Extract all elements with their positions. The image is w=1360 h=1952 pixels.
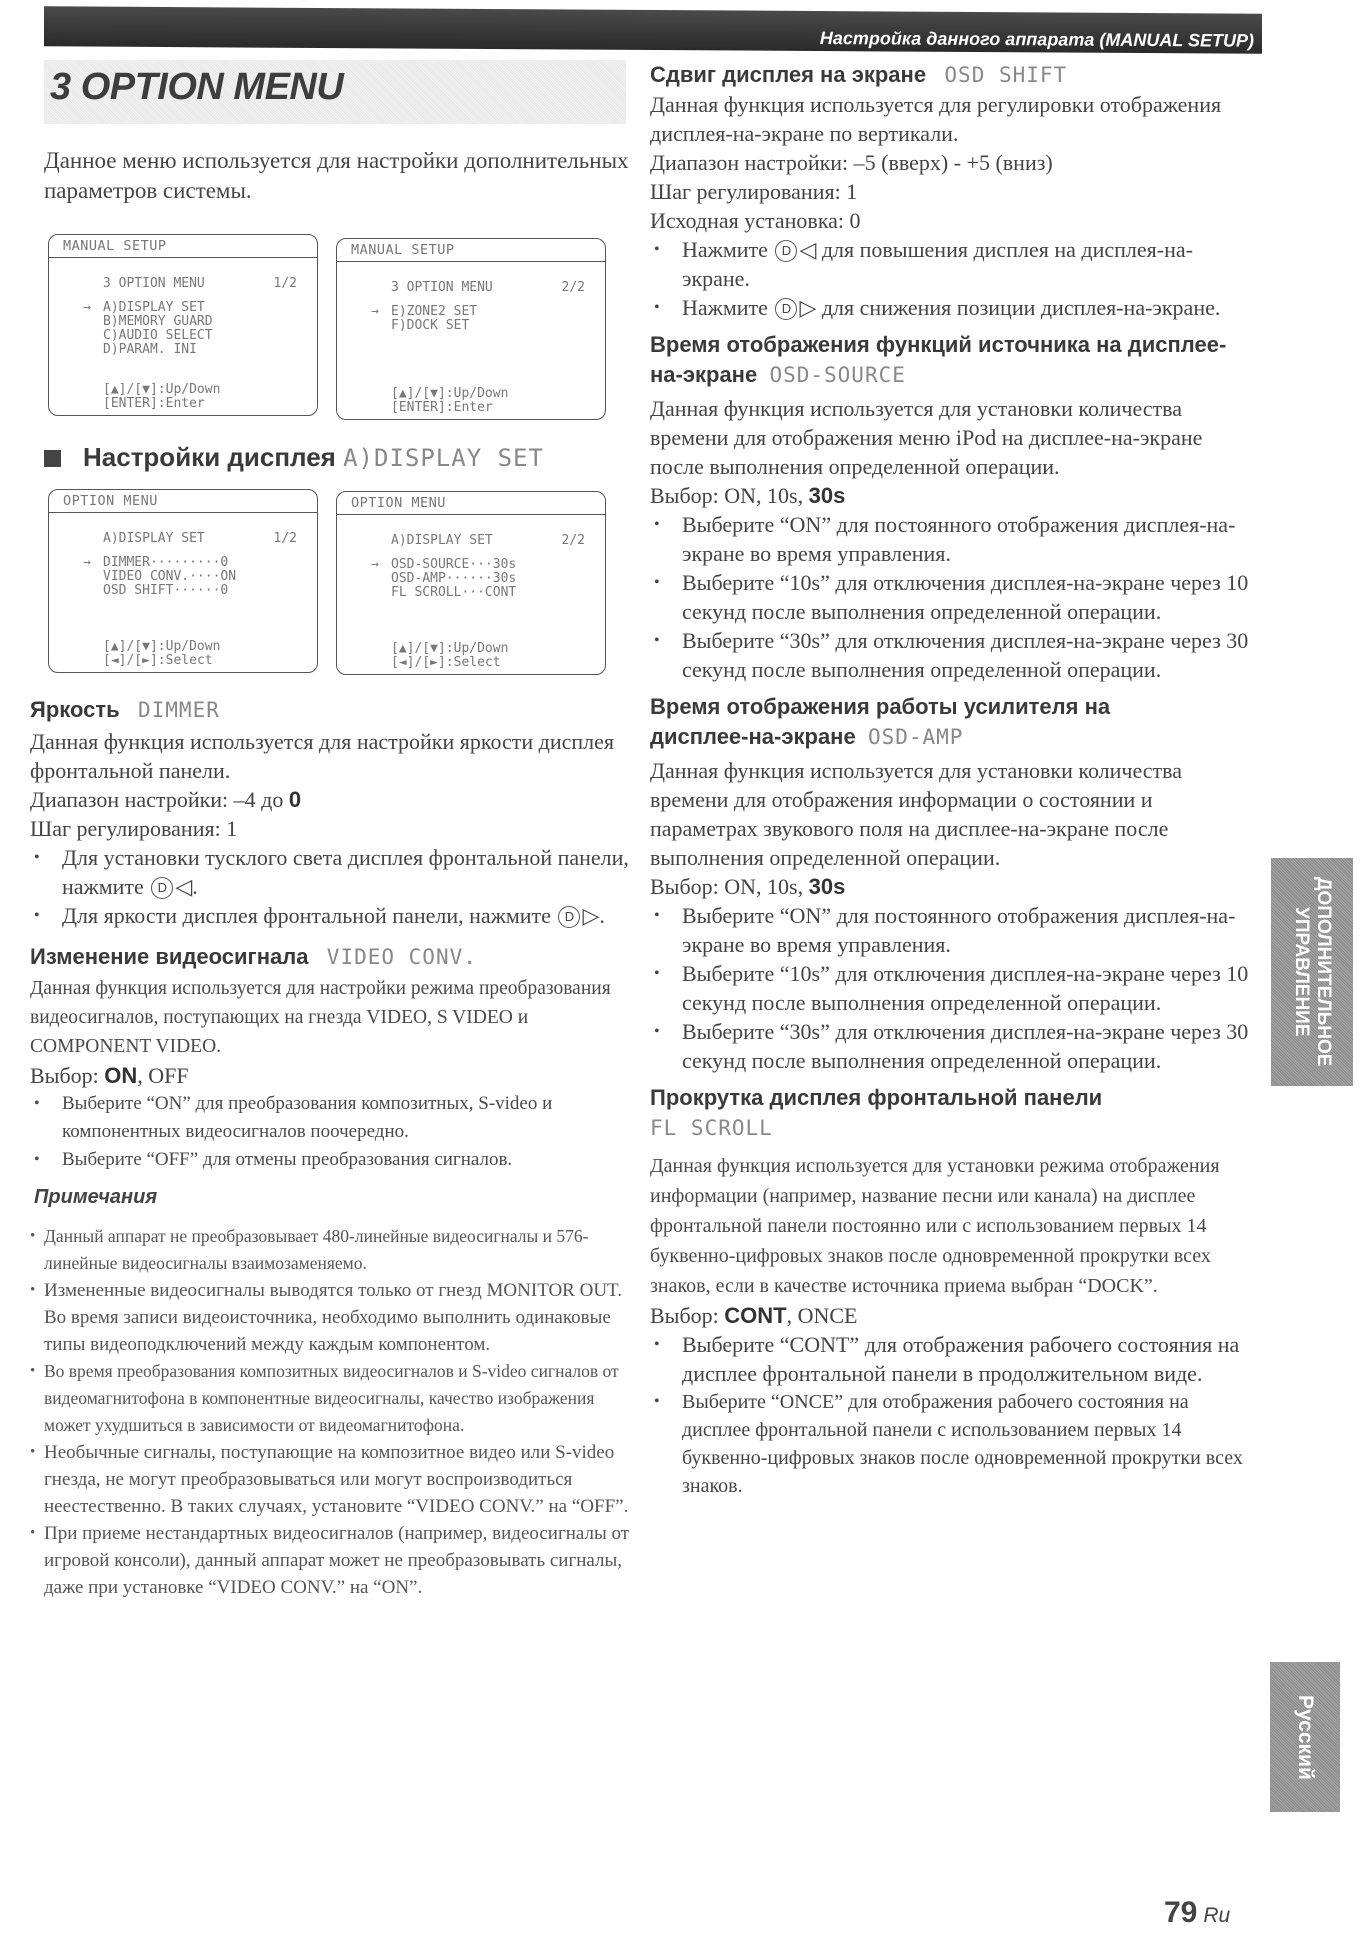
- choice-label: Выбор:: [30, 1063, 99, 1088]
- cursor-arrow-icon: →: [83, 555, 91, 570]
- osd-footer: [391, 387, 508, 415]
- page-number: [1164, 1896, 1230, 1930]
- dimmer-lcd: DIMMER: [138, 698, 220, 722]
- choice-rest: , OFF: [137, 1063, 189, 1088]
- right-triangle-icon: ▷: [799, 295, 817, 320]
- osd-screen: [48, 489, 318, 673]
- note-item: • Во время преобразования композитных видеосигналов и S-video сигналов от видеомагнитофона в компонентные видеосигналы, качество изображения может ухудшиться в зависимости от видеомагнитофона.: [30, 1358, 630, 1439]
- osd-footer: [391, 642, 508, 670]
- list-item: • Выберите “CONT” для отображения рабочего состояния на дисплее фронтальной панели в продолжительном виде.: [650, 1330, 1250, 1388]
- osd-amp-choice: [650, 872, 1250, 901]
- osd-amp-heading-text: Время отображения работы усилителя на дисплее-на-экране: [650, 694, 1111, 749]
- osd-list: [83, 556, 317, 598]
- fl-scroll-section: [650, 1083, 1250, 1500]
- bullet-pre: Нажмите: [682, 237, 768, 262]
- bullet-text: Для установки тусклого света дисплея фронтальной панели, нажмите: [62, 845, 629, 899]
- video-conv-heading: [30, 944, 630, 970]
- list-item: • Выберите “30s” для отключения дисплея-на-экране через 30 секунд после выполнения определенной операции.: [650, 1017, 1250, 1075]
- osd-item-label: A)DISPLAY SET: [103, 300, 205, 315]
- osd-item-label: B)MEMORY GUARD: [103, 314, 213, 329]
- osd-source-section: [650, 330, 1250, 684]
- square-bullet-icon: [44, 450, 61, 467]
- list-item: • Выберите “10s” для отключения дисплея-на-экране через 10 секунд после выполнения определенной операции.: [650, 568, 1250, 626]
- osd-footer-line: [ENTER]:Enter: [103, 396, 205, 411]
- video-conv-section: [30, 944, 630, 1174]
- osd-sub-label: 3 OPTION MENU: [103, 276, 205, 291]
- page-lang: Ru: [1203, 1904, 1231, 1927]
- osd-amp-lcd: OSD-AMP: [867, 725, 964, 749]
- osd-item: [371, 558, 605, 572]
- osd-page: 1/2: [273, 531, 297, 546]
- display-set-lcd: A)DISPLAY SET: [343, 444, 544, 472]
- video-conv-desc: Данная функция используется для настройки режима преобразования видеосигналов, поступающих на гнезда VIDEO, S VIDEO и COMPONENT VIDEO.: [30, 978, 611, 1057]
- choice-label: Выбор:: [650, 1303, 719, 1328]
- osd-footer-line: [▲]/[▼]:Up/Down: [391, 641, 509, 656]
- dimmer-heading-text: Яркость: [30, 697, 120, 722]
- osd-footer-line: [▲]/[▼]:Up/Down: [391, 386, 509, 401]
- notes-title: Примечания: [34, 1186, 158, 1208]
- osd-source-bullets: [650, 510, 1250, 684]
- osd-head: OPTION MENU: [337, 492, 605, 515]
- osd-subtitle: [103, 531, 317, 546]
- osd-item-label: OSD-AMP······30s: [391, 571, 517, 586]
- intro-text: Данное меню используется для настройки дополнительных параметров системы.: [44, 148, 629, 203]
- osd-screen: [336, 491, 606, 675]
- cursor-arrow-icon: →: [371, 557, 379, 572]
- osd-item-label: F)DOCK SET: [391, 318, 470, 333]
- list-item: • Выберите “ON” для постоянного отображения дисплея-на-экране во время управления.: [650, 510, 1250, 568]
- osd-shift-desc: Данная функция используется для регулировки отображения дисплея-на-экране по вертикали.: [650, 92, 1222, 146]
- osd-item-label: VIDEO CONV.····ON: [103, 569, 237, 584]
- fl-scroll-choice: [650, 1301, 1250, 1330]
- osd-list: [83, 301, 317, 357]
- osd-screen: [336, 238, 606, 420]
- osd-footer-line: [◄]/[►]:Select: [103, 653, 213, 668]
- list-item: • Выберите “ON” для постоянного отображения дисплея-на-экране во время управления.: [650, 901, 1250, 959]
- osd-page: 1/2: [273, 276, 297, 291]
- osd-shift-bullets: [650, 235, 1250, 322]
- osd-footer: [103, 640, 220, 668]
- osd-item-label: C)AUDIO SELECT: [103, 328, 213, 343]
- header-bar: [44, 6, 1262, 53]
- osd-head: MANUAL SETUP: [49, 235, 317, 258]
- note-item: • При приеме нестандартных видеосигналов (например, видеосигналы от игровой консоли), данный аппарат может не преобразовывать сигналы, даже при установке “VIDEO CONV.” на “ON”.: [30, 1520, 630, 1601]
- osd-screen: [48, 234, 318, 416]
- choice-default: ON: [104, 1063, 138, 1088]
- osd-amp-heading: [650, 692, 1250, 752]
- right-triangle-icon: ▷: [582, 903, 600, 928]
- osd-list: [371, 305, 605, 333]
- osd-item-label: E)ZONE2 SET: [391, 304, 478, 319]
- osd-footer-line: [ENTER]:Enter: [391, 400, 493, 415]
- dimmer-step: Шаг регулирования: 1: [30, 816, 238, 841]
- side-tab-advanced: ДОПОЛНИТЕЛЬНОЕ УПРАВЛЕНИЕ: [1271, 858, 1353, 1086]
- osd-row-top: [48, 234, 630, 420]
- list-item: • Выберите “OFF” для отмены преобразования сигналов.: [30, 1146, 630, 1174]
- bullet-end: .: [192, 874, 198, 899]
- bullet-text: Для яркости дисплея фронтальной панели, нажмите: [62, 903, 551, 928]
- dimmer-heading: [30, 697, 630, 723]
- osd-amp-section: [650, 692, 1250, 1075]
- osd-shift-section: [650, 62, 1250, 322]
- osd-source-choice: [650, 481, 1250, 510]
- osd-page: 2/2: [561, 280, 585, 295]
- video-conv-heading-text: Изменение видеосигнала: [30, 944, 309, 969]
- list-item: [650, 235, 1250, 293]
- osd-shift-heading: [650, 62, 1250, 88]
- osd-shift-range: Диапазон настройки: –5 (вверх) - +5 (вниз): [650, 150, 1053, 175]
- list-item: [30, 843, 630, 901]
- note-item: • Данный аппарат не преобразовывает 480-линейные видеосигналы и 576-линейные видеосигналы взаимозаменяемо.: [30, 1223, 630, 1277]
- left-triangle-icon: ◁: [175, 874, 193, 899]
- main-title-box: [44, 60, 626, 124]
- left-column: [30, 60, 630, 1601]
- cursor-arrow-icon: →: [371, 304, 379, 319]
- display-set-heading: [44, 442, 630, 473]
- list-item: [650, 293, 1250, 322]
- osd-shift-default: Исходная установка: 0: [650, 208, 861, 233]
- page-number-value: 79: [1164, 1896, 1198, 1929]
- osd-item: [83, 556, 317, 570]
- note-item: • Необычные сигналы, поступающие на композитное видео или S-video гнезда, не могут преобразовываться или могут воспроизводиться неестественно. В таких случаях, установите “VIDEO CONV.” на “OFF”.: [30, 1439, 630, 1520]
- choice-label: Выбор: ON, 10s,: [650, 874, 804, 899]
- dimmer-range-label: Диапазон настройки: –4 до: [30, 787, 284, 812]
- list-item: • Выберите “ON” для преобразования композитных, S-video и компонентных видеосигналов поочередно.: [30, 1090, 630, 1146]
- choice-default: 30s: [808, 483, 846, 508]
- osd-item: [371, 572, 605, 586]
- dimmer-bullets: [30, 843, 630, 930]
- osd-source-heading: [650, 330, 1250, 390]
- osd-sub-label: 3 OPTION MENU: [391, 280, 493, 295]
- osd-shift-heading-text: Сдвиг дисплея на экране: [650, 62, 927, 87]
- osd-item: [83, 329, 317, 343]
- right-column: [650, 62, 1250, 1500]
- header-title: Настройка данного аппарата (MANUAL SETUP): [819, 28, 1254, 51]
- bullet-end: .: [599, 903, 605, 928]
- osd-amp-bullets: [650, 901, 1250, 1075]
- note-item: • Измененные видеосигналы выводятся только от гнезд MONITOR OUT. Во время записи видеоисточника, необходимо выполнить одинаковые типы видеоподключений между каждым компонентом.: [30, 1277, 630, 1358]
- osd-sub-label: A)DISPLAY SET: [391, 533, 493, 548]
- osd-item: [83, 301, 317, 315]
- osd-subtitle: [391, 533, 605, 548]
- fl-scroll-lcd: FL SCROLL: [650, 1116, 773, 1140]
- osd-footer-line: [◄]/[►]:Select: [391, 655, 501, 670]
- osd-source-lcd: OSD-SOURCE: [769, 363, 906, 387]
- choice-default: 30s: [808, 874, 846, 899]
- osd-list: [371, 558, 605, 600]
- dimmer-range-default: 0: [288, 787, 302, 812]
- osd-item: [83, 343, 317, 357]
- list-item: • Выберите “30s” для отключения дисплея-на-экране через 30 секунд после выполнения определенной операции.: [650, 626, 1250, 684]
- dimmer-section: [30, 697, 630, 930]
- osd-item-label: D)PARAM. INI: [103, 342, 197, 357]
- osd-item: [83, 584, 317, 598]
- osd-item: [371, 586, 605, 600]
- choice-label: Выбор: ON, 10s,: [650, 483, 804, 508]
- fl-scroll-bullets: [650, 1330, 1250, 1500]
- osd-shift-step: Шаг регулирования: 1: [650, 179, 858, 204]
- osd-subtitle: [103, 276, 317, 291]
- dimmer-range: [30, 785, 630, 814]
- osd-item-label: DIMMER·········0: [103, 555, 229, 570]
- video-conv-choice: [30, 1061, 630, 1090]
- d-button-icon: D: [151, 877, 173, 899]
- osd-item: [83, 315, 317, 329]
- display-set-heading-text: Настройки дисплея: [83, 442, 336, 472]
- osd-item-label: FL SCROLL···CONT: [391, 585, 517, 600]
- d-button-icon: D: [775, 240, 797, 262]
- fl-scroll-desc: Данная функция используется для установки режима отображения информации (например, название песни или канала) на дисплее фронтальной панели постоянно или с использованием первых 14 буквенно-цифровых знаков после одновременной прокрутки всех знаков, если в качестве источника приема выбран “DOCK”.: [650, 1155, 1220, 1297]
- video-conv-bullets: [30, 1090, 630, 1174]
- dimmer-desc: Данная функция используется для настройки яркости дисплея фронтальной панели.: [30, 729, 615, 783]
- osd-source-heading-text: Время отображения функций источника на дисплее-на-экране: [650, 332, 1227, 387]
- d-button-icon: D: [775, 298, 797, 320]
- osd-item: [371, 305, 605, 319]
- osd-amp-desc: Данная функция используется для установки количества времени для отображения информации о состоянии и параметрах звукового поля на дисплее-на-экране после выполнения определенной операции.: [650, 758, 1183, 870]
- cursor-arrow-icon: →: [83, 300, 91, 315]
- bullet-text: для повышения дисплея на дисплея-на-экране.: [682, 237, 1193, 291]
- choice-rest: , ONCE: [786, 1303, 858, 1328]
- video-conv-lcd: VIDEO CONV.: [326, 945, 477, 969]
- osd-footer: [103, 383, 220, 411]
- notes-list: [30, 1223, 630, 1601]
- osd-shift-lcd: OSD SHIFT: [944, 63, 1068, 87]
- osd-item-label: OSD SHIFT······0: [103, 583, 229, 598]
- side-tab-language: Русский: [1270, 1662, 1340, 1812]
- bullet-pre: Нажмите: [682, 295, 768, 320]
- bullet-text: для снижения позиции дисплея-на-экране.: [821, 295, 1221, 320]
- left-triangle-icon: ◁: [799, 237, 817, 262]
- fl-scroll-heading: [650, 1083, 1250, 1143]
- choice-default: CONT: [724, 1303, 787, 1328]
- d-button-icon: D: [558, 906, 580, 928]
- osd-item-label: OSD-SOURCE···30s: [391, 557, 517, 572]
- osd-subtitle: [391, 280, 605, 295]
- osd-item: [83, 570, 317, 584]
- list-item: • Выберите “ONCE” для отображения рабочего состояния на дисплее фронтальной панели с использованием первых 14 буквенно-цифровых знаков после одновременной прокрутки всех знаков.: [650, 1388, 1250, 1500]
- osd-row-display: [48, 489, 630, 675]
- list-item: • Выберите “10s” для отключения дисплея-на-экране через 10 секунд после выполнения определенной операции.: [650, 959, 1250, 1017]
- osd-item: [371, 319, 605, 333]
- osd-footer-line: [▲]/[▼]:Up/Down: [103, 639, 221, 654]
- osd-footer-line: [▲]/[▼]:Up/Down: [103, 382, 221, 397]
- osd-sub-label: A)DISPLAY SET: [103, 531, 205, 546]
- fl-scroll-heading-text: Прокрутка дисплея фронтальной панели: [650, 1085, 1103, 1110]
- main-title: 3 OPTION MENU: [50, 66, 344, 108]
- osd-page: 2/2: [561, 533, 585, 548]
- osd-head: MANUAL SETUP: [337, 239, 605, 262]
- notes-section: [30, 1186, 630, 1601]
- osd-source-desc: Данная функция используется для установки количества времени для отображения меню iPod на дисплее-на-экране после выполнения определенной операции.: [650, 396, 1203, 479]
- list-item: [30, 901, 630, 930]
- osd-head: OPTION MENU: [49, 490, 317, 513]
